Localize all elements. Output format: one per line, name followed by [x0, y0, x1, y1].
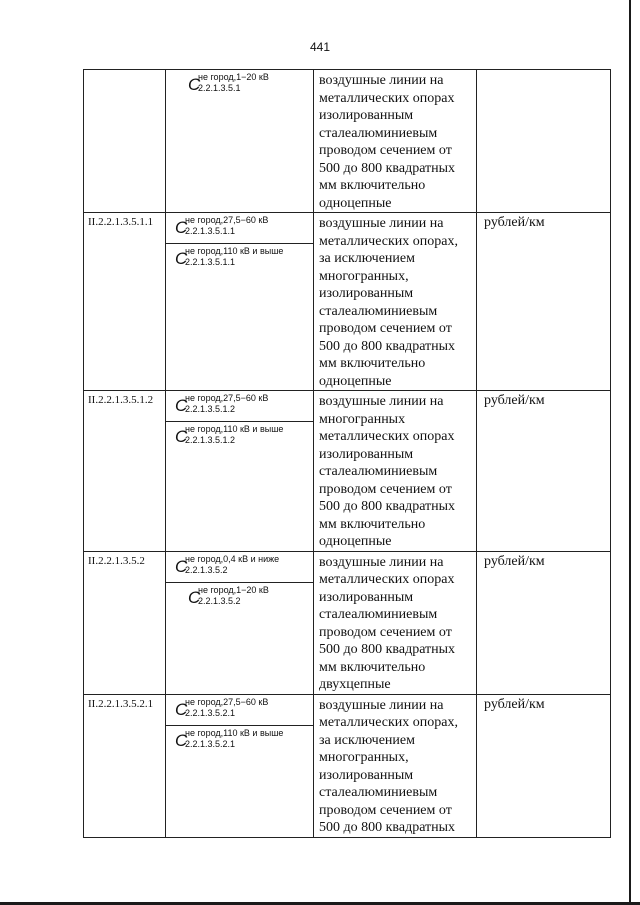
description-line: за исключением: [319, 732, 415, 748]
rate-formula: [166, 421, 313, 547]
rate-formula: [166, 725, 313, 834]
unit-text: рублей/км: [484, 215, 545, 230]
description-line: воздушные линии на: [319, 216, 444, 231]
row-code-text: II.2.2.1.3.5.1.1: [88, 216, 154, 228]
rate-superscript: не город,110 кВ и выше: [185, 246, 284, 256]
rate-formula: [166, 391, 313, 421]
description-line: мм включительно: [319, 516, 426, 532]
table-row: [84, 70, 611, 213]
formula-cell: [166, 694, 314, 837]
description-line: сталеалюминиевым: [319, 303, 438, 319]
formula-cell: [166, 213, 314, 391]
row-code: [84, 551, 166, 694]
rate-formula: [166, 70, 313, 210]
description-line: двухцепные: [319, 677, 391, 692]
rate-superscript: не город,0,4 кВ и ниже: [185, 553, 280, 564]
description-line: проводом сечением от: [319, 481, 452, 497]
description-line: изолированным: [319, 108, 414, 123]
rate-symbol: C: [188, 587, 201, 607]
description-line: одноцепные: [319, 195, 392, 211]
description-line: воздушные линии на: [319, 697, 444, 713]
unit-text: рублей/км: [484, 696, 545, 712]
unit-text: рублей/км: [484, 393, 545, 408]
unit-cell: [477, 551, 611, 694]
row-code: [84, 694, 166, 837]
description-line: сталеалюминиевым: [319, 464, 438, 479]
description-line: одноцепные: [319, 373, 392, 389]
rate-symbol: C: [175, 427, 188, 446]
rate-subscript: 2.2.1.3.5.1.1: [185, 226, 236, 236]
description-line: мм включительно: [319, 659, 426, 675]
table-row: [84, 391, 611, 552]
row-code: [84, 213, 166, 391]
description-line: сталеалюминиевым: [319, 125, 438, 141]
unit-text: рублей/км: [484, 553, 545, 569]
description-line: металлических опорах: [319, 429, 455, 444]
description-line: металлических опорах: [319, 90, 455, 106]
description-line: 500 до 800 квадратных: [319, 642, 456, 657]
rate-superscript: не город,1−20 кВ: [198, 584, 269, 595]
description-line: 500 до 800 квадратных: [319, 160, 456, 176]
description-line: мм включительно: [319, 178, 426, 193]
rate-symbol: C: [175, 396, 188, 415]
description-line: изолированным: [319, 589, 414, 605]
row-code: [84, 391, 166, 552]
rate-symbol: C: [175, 556, 188, 576]
rate-subscript: 2.2.1.3.5.1.2: [185, 435, 236, 445]
rate-symbol: C: [188, 75, 201, 94]
line-description: [314, 694, 477, 837]
rate-superscript: не город,1−20 кВ: [198, 72, 269, 82]
unit-cell: [477, 391, 611, 552]
rate-subscript: 2.2.1.3.5.1: [198, 83, 241, 93]
description-line: многогранных,: [319, 750, 409, 765]
unit-cell: [477, 694, 611, 837]
description-line: проводом сечением от: [319, 802, 452, 818]
unit-cell: [477, 213, 611, 391]
table-row: [84, 694, 611, 837]
rate-formula: [166, 695, 313, 725]
rate-symbol: C: [175, 249, 188, 268]
unit-cell: [477, 70, 611, 213]
formula-cell: [166, 70, 314, 213]
rate-superscript: не город,110 кВ и выше: [185, 424, 284, 434]
description-line: воздушные линии на: [319, 394, 444, 409]
description-line: проводом сечением от: [319, 624, 452, 640]
page-number: 441: [309, 40, 331, 54]
description-line: 500 до 800 квадратных: [319, 820, 456, 835]
formula-cell: [166, 391, 314, 552]
rate-subscript: 2.2.1.3.5.1.2: [185, 404, 236, 414]
row-code-text: II.2.2.1.3.5.2.1: [88, 697, 154, 710]
rate-subscript: 2.2.1.3.5.2.1: [185, 707, 236, 718]
rate-symbol: C: [175, 699, 188, 719]
row-code: [84, 70, 166, 213]
rate-formula: [166, 213, 313, 243]
row-code-text: II.2.2.1.3.5.2: [88, 554, 145, 567]
rate-symbol: C: [175, 218, 188, 237]
rate-formula: [166, 552, 313, 582]
line-description: [314, 70, 477, 213]
description-line: изолированным: [319, 767, 414, 783]
line-description: [314, 551, 477, 694]
row-code-text: II.2.2.1.3.5.1.2: [88, 394, 154, 406]
description-line: 500 до 800 квадратных: [319, 499, 456, 514]
rate-symbol: C: [175, 730, 188, 750]
description-line: сталеалюминиевым: [319, 607, 438, 622]
rate-formula: [166, 243, 313, 384]
rate-superscript: не город,27,5−60 кВ: [185, 696, 269, 707]
description-line: многогранных,: [319, 268, 409, 284]
rate-subscript: 2.2.1.3.5.1.1: [185, 257, 236, 267]
table-row: [84, 551, 611, 694]
line-description: [314, 391, 477, 552]
description-line: многогранных: [319, 411, 406, 427]
description-line: металлических опорах,: [319, 233, 458, 249]
line-description: [314, 213, 477, 391]
rate-subscript: 2.2.1.3.5.2: [198, 595, 241, 606]
description-line: изолированным: [319, 446, 414, 462]
table-row: [84, 213, 611, 391]
description-line: 500 до 800 квадратных: [319, 338, 456, 354]
description-line: одноцепные: [319, 534, 392, 549]
description-line: металлических опорах: [319, 572, 455, 587]
page-edge-right: [629, 0, 631, 905]
rate-superscript: не город,110 кВ и выше: [185, 727, 284, 738]
rate-subscript: 2.2.1.3.5.2.1: [185, 738, 236, 749]
description-line: проводом сечением от: [319, 321, 452, 336]
description-line: металлических опорах,: [319, 715, 458, 730]
description-line: воздушные линии на: [319, 73, 444, 88]
rate-subscript: 2.2.1.3.5.2: [185, 564, 228, 575]
description-line: сталеалюминиевым: [319, 785, 438, 800]
formula-cell: [166, 551, 314, 694]
rate-formula: [166, 582, 313, 693]
rate-superscript: не город,27,5−60 кВ: [185, 393, 269, 403]
description-line: проводом сечением от: [319, 143, 452, 158]
rate-superscript: не город,27,5−60 кВ: [185, 215, 269, 225]
description-line: воздушные линии на: [319, 554, 444, 570]
description-line: мм включительно: [319, 356, 426, 371]
tariff-table: [83, 69, 611, 838]
description-line: за исключением: [319, 251, 415, 266]
description-line: изолированным: [319, 286, 414, 301]
